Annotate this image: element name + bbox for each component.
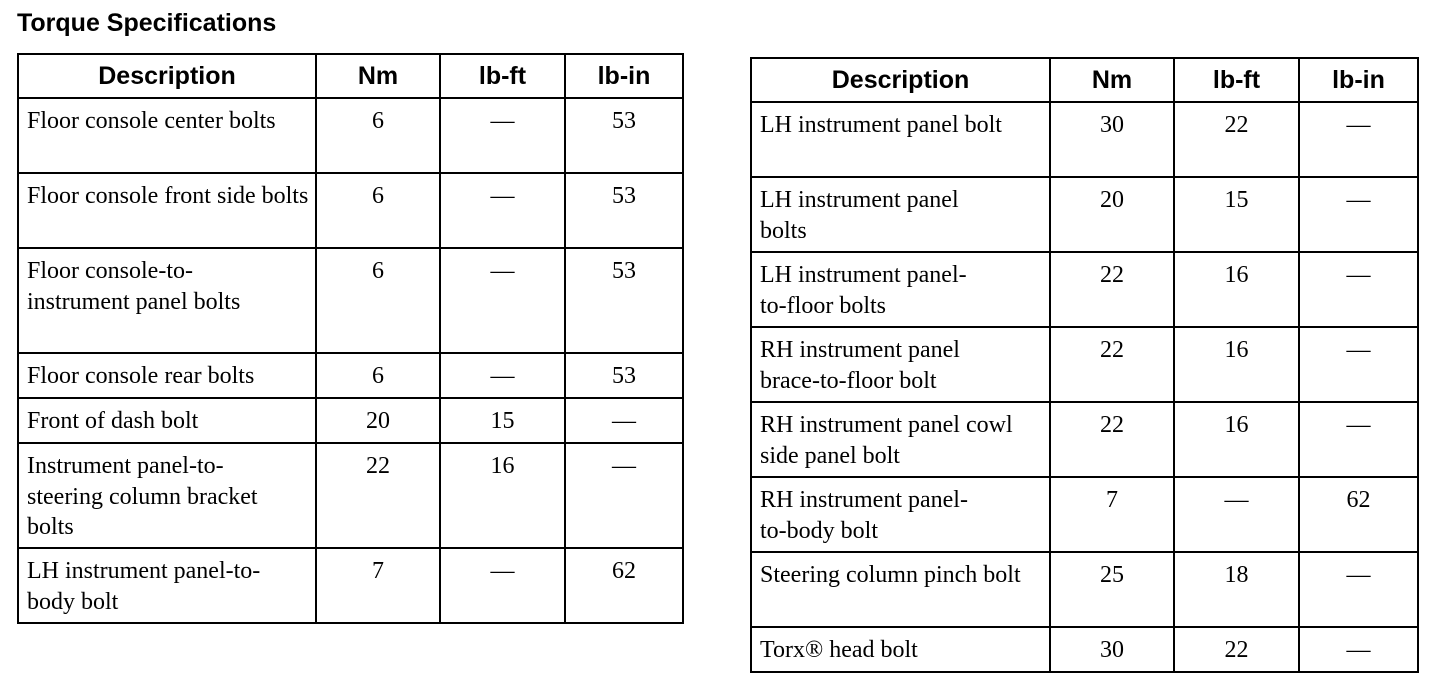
cell-description: Front of dash bolt: [18, 398, 316, 443]
cell-lbft: 22: [1174, 627, 1299, 672]
table-row: [18, 443, 683, 548]
table-row: [18, 98, 683, 173]
cell-nm: 7: [316, 548, 440, 623]
cell-lbft: —: [440, 98, 565, 173]
cell-nm: 30: [1050, 627, 1174, 672]
cell-lbin: —: [1299, 402, 1418, 477]
cell-lbft: 15: [440, 398, 565, 443]
cell-description: LH instrument panel-to-body bolt: [18, 548, 316, 623]
cell-description: RH instrument panel cowl side panel bolt: [751, 402, 1050, 477]
table-header-row: [751, 58, 1418, 102]
cell-lbft: 15: [1174, 177, 1299, 252]
cell-lbin: —: [1299, 177, 1418, 252]
cell-lbft: 16: [1174, 252, 1299, 327]
cell-description: LH instrument panel bolts: [751, 177, 1050, 252]
cell-lbft: 16: [1174, 327, 1299, 402]
cell-lbft: 16: [1174, 402, 1299, 477]
cell-lbin: —: [565, 398, 683, 443]
cell-nm: 6: [316, 173, 440, 248]
cell-description: Steering column pinch bolt: [751, 552, 1050, 627]
table-row: [751, 102, 1418, 177]
cell-nm: 22: [1050, 327, 1174, 402]
cell-lbft: —: [440, 248, 565, 353]
cell-description: RH instrument panel-to-body bolt: [751, 477, 1050, 552]
header-description: Description: [751, 58, 1050, 102]
cell-lbft: —: [1174, 477, 1299, 552]
cell-lbft: 22: [1174, 102, 1299, 177]
cell-description: Floor console front side bolts: [18, 173, 316, 248]
header-lbft: lb-ft: [1174, 58, 1299, 102]
header-description: Description: [18, 54, 316, 98]
cell-lbin: 53: [565, 248, 683, 353]
table-row: [751, 327, 1418, 402]
cell-nm: 20: [316, 398, 440, 443]
torque-table-right: [750, 57, 1419, 673]
cell-nm: 6: [316, 98, 440, 173]
header-lbin: lb-in: [1299, 58, 1418, 102]
cell-nm: 22: [1050, 252, 1174, 327]
cell-description: Floor console rear bolts: [18, 353, 316, 398]
table-row: [751, 402, 1418, 477]
table-row: [751, 252, 1418, 327]
cell-lbft: —: [440, 548, 565, 623]
cell-nm: 20: [1050, 177, 1174, 252]
table-row: [18, 398, 683, 443]
table-row: [751, 177, 1418, 252]
cell-lbin: 53: [565, 98, 683, 173]
cell-nm: 22: [1050, 402, 1174, 477]
cell-lbft: 16: [440, 443, 565, 548]
cell-description: Floor console-to-instrument panel bolts: [18, 248, 316, 353]
table-row: [18, 248, 683, 353]
table-row: [18, 548, 683, 623]
cell-lbin: 53: [565, 173, 683, 248]
cell-lbin: —: [1299, 627, 1418, 672]
table-header-row: [18, 54, 683, 98]
cell-description: Torx® head bolt: [751, 627, 1050, 672]
cell-description: Floor console center bolts: [18, 98, 316, 173]
cell-nm: 6: [316, 248, 440, 353]
table-row: [751, 627, 1418, 672]
header-lbft: lb-ft: [440, 54, 565, 98]
cell-description: RH instrument panel brace-to-floor bolt: [751, 327, 1050, 402]
cell-nm: 6: [316, 353, 440, 398]
torque-table-left: [17, 53, 684, 624]
cell-nm: 30: [1050, 102, 1174, 177]
cell-description: LH instrument panel-to-floor bolts: [751, 252, 1050, 327]
cell-lbft: —: [440, 173, 565, 248]
cell-nm: 22: [316, 443, 440, 548]
cell-description: LH instrument panel bolt: [751, 102, 1050, 177]
table-row: [751, 552, 1418, 627]
cell-description: Instrument panel-to-steering column bracket bolts: [18, 443, 316, 548]
header-nm: Nm: [316, 54, 440, 98]
page-title: Torque Specifications: [17, 9, 277, 37]
cell-lbin: —: [565, 443, 683, 548]
cell-lbin: —: [1299, 252, 1418, 327]
cell-lbin: 62: [565, 548, 683, 623]
cell-lbin: 53: [565, 353, 683, 398]
cell-lbin: 62: [1299, 477, 1418, 552]
header-lbin: lb-in: [565, 54, 683, 98]
header-nm: Nm: [1050, 58, 1174, 102]
cell-lbft: —: [440, 353, 565, 398]
cell-lbin: —: [1299, 552, 1418, 627]
cell-lbin: —: [1299, 327, 1418, 402]
cell-nm: 7: [1050, 477, 1174, 552]
table-row: [751, 477, 1418, 552]
table-row: [18, 173, 683, 248]
table-row: [18, 353, 683, 398]
cell-lbft: 18: [1174, 552, 1299, 627]
cell-lbin: —: [1299, 102, 1418, 177]
cell-nm: 25: [1050, 552, 1174, 627]
